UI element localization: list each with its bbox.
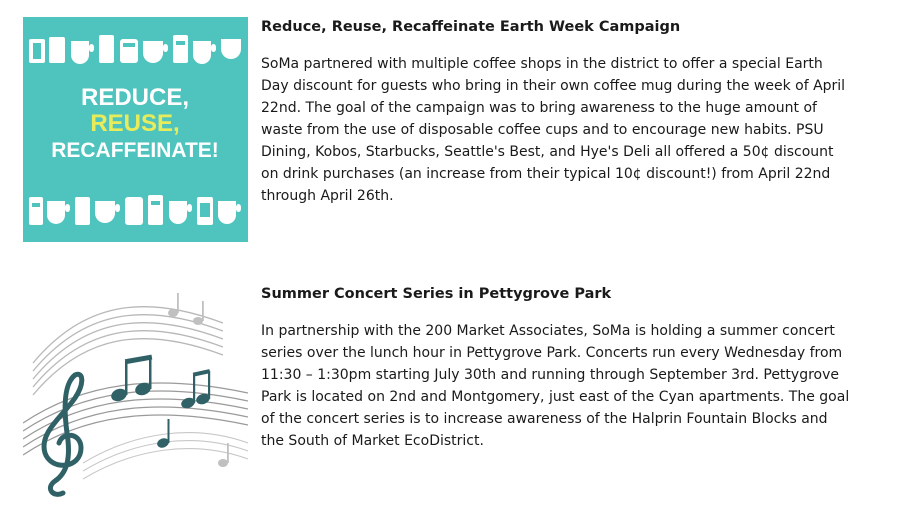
body-line: Dining, Kobos, Starbucks, Seattle's Best, and Hye's Deli all offered a 50¢ discount bbox=[261, 144, 834, 160]
body-line: 22nd. The goal of the campaign was to bring awareness to the huge amount of bbox=[261, 100, 817, 116]
coffee-cups-illustration bbox=[23, 17, 248, 242]
music-image bbox=[23, 283, 248, 508]
music-staff-treble-clef-icon bbox=[23, 283, 248, 508]
article-body bbox=[261, 53, 881, 207]
article-title: Reduce, Reuse, Recaffeinate Earth Week Campaign bbox=[261, 19, 681, 35]
body-line: of the concert series is to increase awareness of the Halprin Fountain Blocks and bbox=[261, 411, 828, 427]
body-line: In partnership with the 200 Market Associates, SoMa is holding a summer concert bbox=[261, 323, 835, 339]
body-line: on drink purchases (an increase from their typical 10¢ discount!) from April 22nd bbox=[261, 166, 831, 182]
body-line: series over the lunch hour in Pettygrove Park. Concerts run every Wednesday from bbox=[261, 345, 843, 361]
body-line: 11:30 – 1:30pm starting July 30th and running through September 3rd. Pettygrove bbox=[261, 367, 839, 383]
body-line: SoMa partnered with multiple coffee shops in the district to offer a special Earth bbox=[261, 56, 823, 72]
article-summer-concert bbox=[0, 270, 907, 519]
image-line-reuse: REUSE, bbox=[90, 110, 180, 137]
body-line: Park is located on 2nd and Montgomery, just east of the Cyan apartments. The goal bbox=[261, 389, 850, 405]
article-body bbox=[261, 320, 881, 452]
article-text bbox=[261, 17, 881, 207]
article-earth-week bbox=[0, 0, 907, 250]
body-line: the South of Market EcoDistrict. bbox=[261, 433, 484, 449]
image-line-recaffeinate: RECAFFEINATE! bbox=[51, 139, 219, 162]
body-line: waste from the use of disposable coffee cups and to encourage new habits. PSU bbox=[261, 122, 824, 138]
recaffeinate-image bbox=[23, 17, 248, 242]
body-line: Day discount for guests who bring in their own coffee mug during the week of April bbox=[261, 78, 846, 94]
article-title: Summer Concert Series in Pettygrove Park bbox=[261, 286, 612, 302]
body-line: through April 26th. bbox=[261, 188, 394, 204]
image-line-reduce: REDUCE, bbox=[80, 84, 190, 111]
article-text bbox=[261, 284, 881, 452]
